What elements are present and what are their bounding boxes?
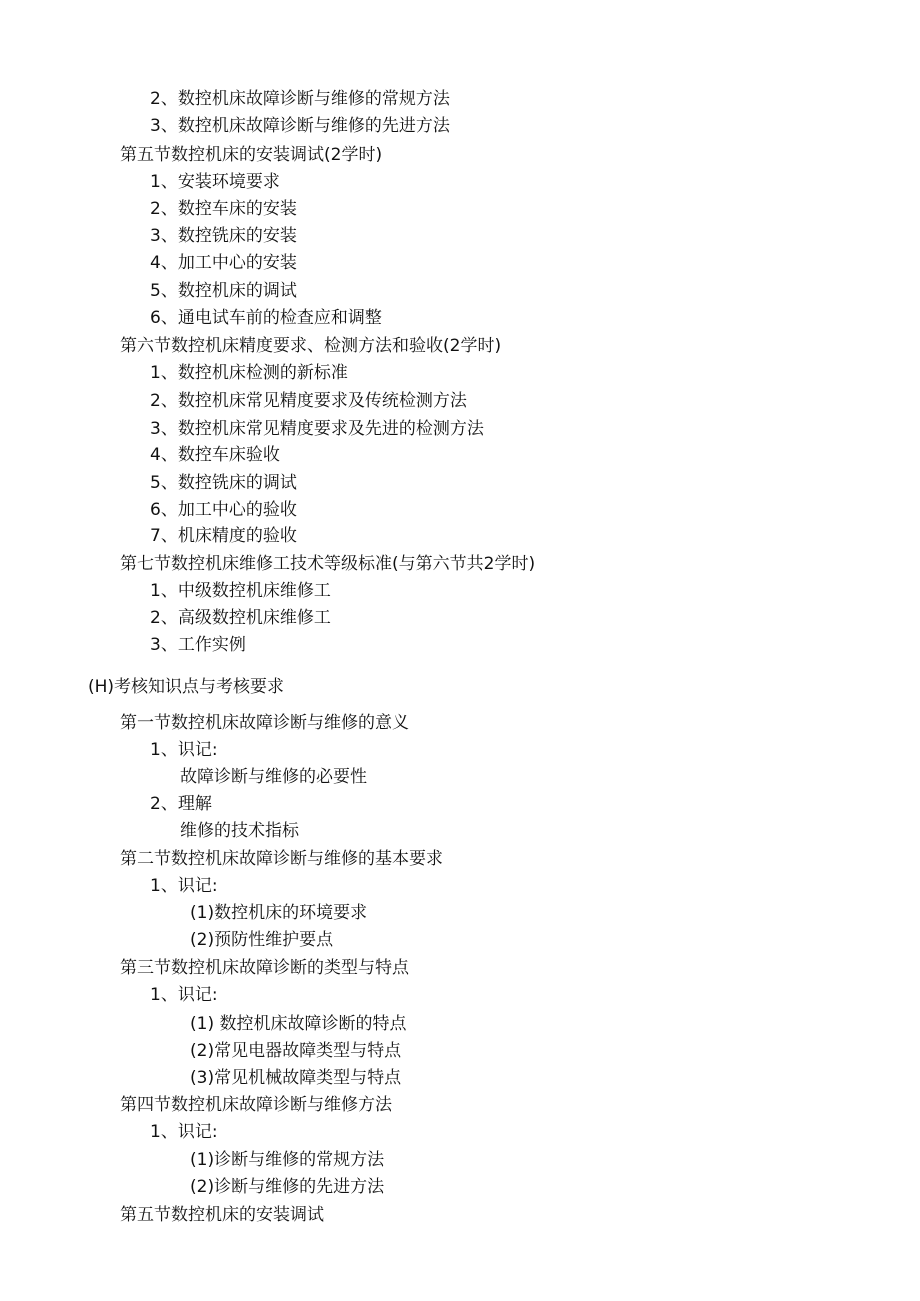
list-item: 5、数控铣床的调试 bbox=[150, 473, 297, 493]
list-item: 4、数控车床验收 bbox=[150, 445, 280, 465]
list-item: 6、通电试车前的检查应和调整 bbox=[150, 308, 382, 328]
list-item: 2、数控机床常见精度要求及传统检测方法 bbox=[150, 391, 467, 411]
list-item: 1、数控机床检测的新标准 bbox=[150, 363, 348, 383]
list-item: 3、数控机床常见精度要求及先进的检测方法 bbox=[150, 419, 484, 439]
list-item: 1、中级数控机床维修工 bbox=[150, 581, 331, 601]
section-heading: 第三节数控机床故障诊断的类型与特点 bbox=[120, 958, 409, 978]
section-heading: 第七节数控机床维修工技术等级标准(与第六节共2学时) bbox=[120, 554, 536, 574]
section-heading: 第五节数控机床的安装调试(2学时) bbox=[120, 145, 383, 165]
list-item: 2、数控车床的安装 bbox=[150, 199, 297, 219]
list-item: 1、识记: bbox=[150, 1122, 218, 1142]
section-heading: 第四节数控机床故障诊断与维修方法 bbox=[120, 1095, 392, 1115]
list-item: 维修的技术指标 bbox=[180, 821, 299, 841]
list-item: (1) 数控机床故障诊断的特点 bbox=[190, 1014, 407, 1034]
list-item: 4、加工中心的安装 bbox=[150, 253, 297, 273]
list-item: 7、机床精度的验收 bbox=[150, 526, 297, 546]
section-heading: 第五节数控机床的安装调试 bbox=[120, 1205, 324, 1225]
chapter-heading: (H)考核知识点与考核要求 bbox=[88, 677, 285, 697]
list-item: 2、数控机床故障诊断与维修的常规方法 bbox=[150, 89, 450, 109]
list-item: 3、数控机床故障诊断与维修的先进方法 bbox=[150, 116, 450, 136]
list-item: (1)数控机床的环境要求 bbox=[190, 903, 368, 923]
section-heading: 第一节数控机床故障诊断与维修的意义 bbox=[120, 713, 409, 733]
list-item: 故障诊断与维修的必要性 bbox=[180, 767, 367, 787]
list-item: (1)诊断与维修的常规方法 bbox=[190, 1150, 385, 1170]
list-item: 3、工作实例 bbox=[150, 635, 246, 655]
list-item: 1、安装环境要求 bbox=[150, 172, 280, 192]
section-heading: 第六节数控机床精度要求、检测方法和验收(2学时) bbox=[120, 336, 502, 356]
list-item: (2)常见电器故障类型与特点 bbox=[190, 1041, 402, 1061]
list-item: 2、理解 bbox=[150, 794, 212, 814]
list-item: 5、数控机床的调试 bbox=[150, 281, 297, 301]
list-item: (2)诊断与维修的先进方法 bbox=[190, 1177, 385, 1197]
list-item: (2)预防性维护要点 bbox=[190, 930, 334, 950]
list-item: (3)常见机械故障类型与特点 bbox=[190, 1068, 402, 1088]
list-item: 1、识记: bbox=[150, 740, 218, 760]
list-item: 1、识记: bbox=[150, 876, 218, 896]
list-item: 6、加工中心的验收 bbox=[150, 500, 297, 520]
list-item: 2、高级数控机床维修工 bbox=[150, 608, 331, 628]
list-item: 1、识记: bbox=[150, 985, 218, 1005]
section-heading: 第二节数控机床故障诊断与维修的基本要求 bbox=[120, 849, 443, 869]
list-item: 3、数控铣床的安装 bbox=[150, 226, 297, 246]
